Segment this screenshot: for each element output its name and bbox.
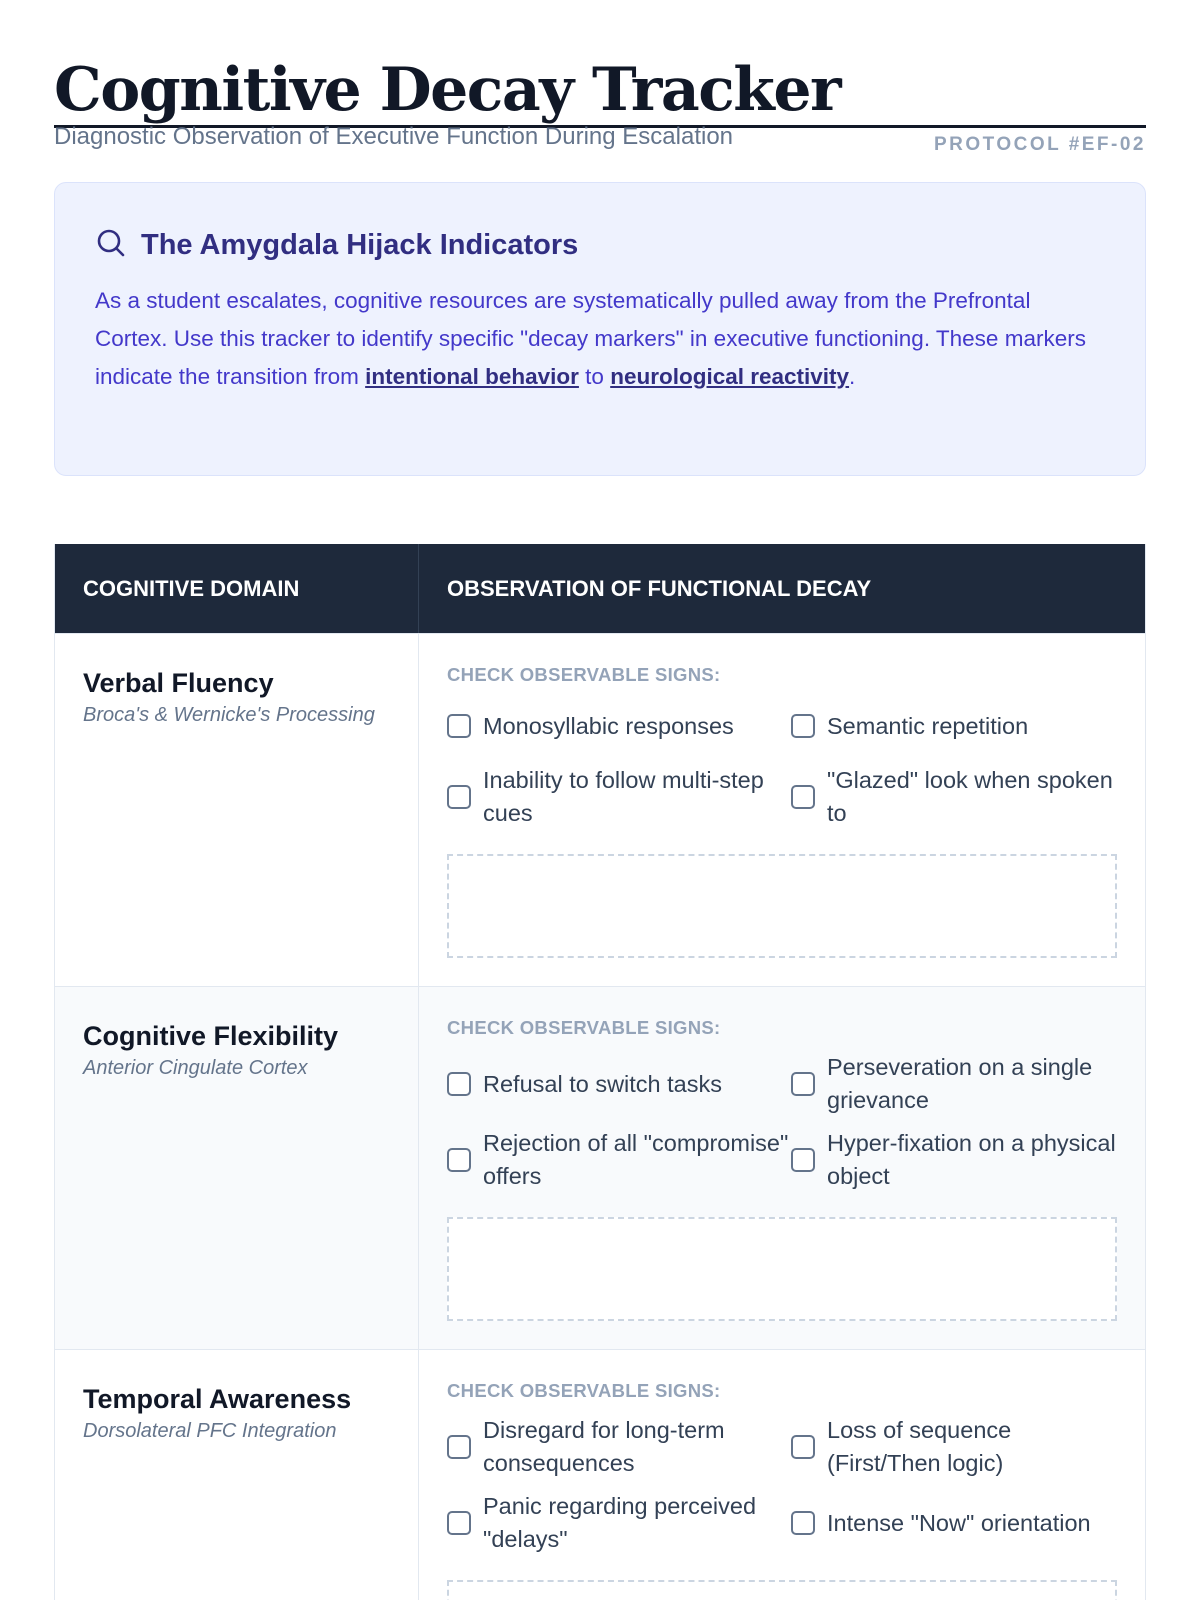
domain-cell — [55, 1350, 419, 1600]
check-signs-label: CHECK OBSERVABLE SIGNS: — [447, 1380, 721, 1401]
domain-region: Anterior Cingulate Cortex — [83, 1057, 308, 1079]
domain-name: Temporal Awareness — [83, 1384, 352, 1414]
domain-cell — [55, 634, 419, 986]
sign-label: Panic regarding perceived "delays" — [483, 1493, 757, 1552]
callout-emphasis-intentional: intentional behavior — [365, 364, 579, 389]
notes-field[interactable] — [447, 1217, 1117, 1321]
sign-option[interactable] — [447, 1051, 791, 1117]
table-row — [55, 1349, 1145, 1600]
domain-region: Dorsolateral PFC Integration — [83, 1420, 337, 1442]
sign-label: Perseveration on a single grievance — [827, 1054, 1093, 1113]
column-header-domain: COGNITIVE DOMAIN — [55, 544, 419, 633]
callout-text-part: As a student escalates, cognitive resources are systematically pulled away from the Prefrontal Cortex. Use this tracker to identify specific "decay markers" in executive functioning. These markers indicate the transition from — [95, 288, 1086, 389]
sign-checkbox[interactable] — [791, 1511, 815, 1535]
domain-region: Broca's & Wernicke's Processing — [83, 704, 375, 726]
sign-checkbox[interactable] — [791, 1072, 815, 1096]
domain-cell — [55, 987, 419, 1349]
sign-option[interactable] — [791, 698, 1117, 754]
table-row — [55, 986, 1145, 1349]
notes-field[interactable] — [447, 854, 1117, 958]
signs-grid — [447, 1414, 1117, 1556]
sign-checkbox[interactable] — [447, 714, 471, 738]
sign-option[interactable] — [447, 1414, 791, 1480]
sign-label: Semantic repetition — [827, 712, 1029, 739]
sign-option[interactable] — [447, 764, 791, 830]
sign-checkbox[interactable] — [447, 1511, 471, 1535]
sign-checkbox[interactable] — [791, 1148, 815, 1172]
sign-checkbox[interactable] — [447, 1148, 471, 1172]
callout-emphasis-reactivity: neurological reactivity — [610, 364, 850, 389]
sign-label: "Glazed" look when spoken to — [827, 767, 1113, 826]
check-signs-label: CHECK OBSERVABLE SIGNS: — [447, 1017, 721, 1038]
domain-name: Cognitive Flexibility — [83, 1021, 339, 1051]
observation-cell — [419, 634, 1145, 986]
signs-grid — [447, 698, 1117, 830]
page-header — [54, 0, 1146, 155]
sign-checkbox[interactable] — [447, 1435, 471, 1459]
signs-grid — [447, 1051, 1117, 1193]
page-subtitle: Diagnostic Observation of Executive Function During Escalation — [54, 123, 734, 150]
domain-name: Verbal Fluency — [83, 668, 274, 698]
sign-option[interactable] — [791, 1127, 1117, 1193]
sign-option[interactable] — [791, 1414, 1117, 1480]
callout-text-part: . — [849, 364, 856, 389]
info-callout — [54, 182, 1146, 476]
sign-label: Monosyllabic responses — [483, 712, 734, 739]
sign-checkbox[interactable] — [791, 714, 815, 738]
sign-checkbox[interactable] — [447, 785, 471, 809]
sign-checkbox[interactable] — [791, 785, 815, 809]
sign-option[interactable] — [791, 1490, 1117, 1556]
sign-label: Intense "Now" orientation — [827, 1509, 1091, 1536]
sign-label: Refusal to switch tasks — [483, 1070, 723, 1097]
column-header-observation: OBSERVATION OF FUNCTIONAL DECAY — [447, 575, 872, 601]
sign-option[interactable] — [447, 1127, 791, 1193]
sign-option[interactable] — [791, 1051, 1117, 1117]
sign-label: Inability to follow multi-step cues — [483, 767, 764, 826]
sign-checkbox[interactable] — [791, 1435, 815, 1459]
callout-header — [95, 227, 1105, 264]
sign-label: Disregard for long-term consequences — [483, 1417, 725, 1476]
search-icon — [95, 227, 127, 264]
notes-field[interactable] — [447, 1580, 1117, 1600]
table-row — [55, 633, 1145, 986]
sign-option[interactable] — [447, 698, 791, 754]
check-signs-label: CHECK OBSERVABLE SIGNS: — [447, 664, 721, 685]
sign-checkbox[interactable] — [447, 1072, 471, 1096]
protocol-code: PROTOCOL #EF-02 — [933, 134, 1146, 155]
sign-label: Loss of sequence (First/Then logic) — [827, 1417, 1012, 1476]
sign-label: Rejection of all "compromise" offers — [483, 1130, 789, 1189]
observation-cell — [419, 987, 1145, 1349]
observation-cell — [419, 1350, 1145, 1600]
sign-option[interactable] — [791, 764, 1117, 830]
sign-option[interactable] — [447, 1490, 791, 1556]
tracker-table — [54, 544, 1146, 1600]
callout-text — [95, 282, 1105, 396]
page-title: Cognitive Decay Tracker — [54, 55, 841, 125]
callout-title: The Amygdala Hijack Indicators — [141, 229, 579, 261]
callout-text-part: to — [578, 364, 611, 389]
sign-label: Hyper-fixation on a physical object — [827, 1130, 1116, 1189]
table-header — [55, 544, 1145, 633]
